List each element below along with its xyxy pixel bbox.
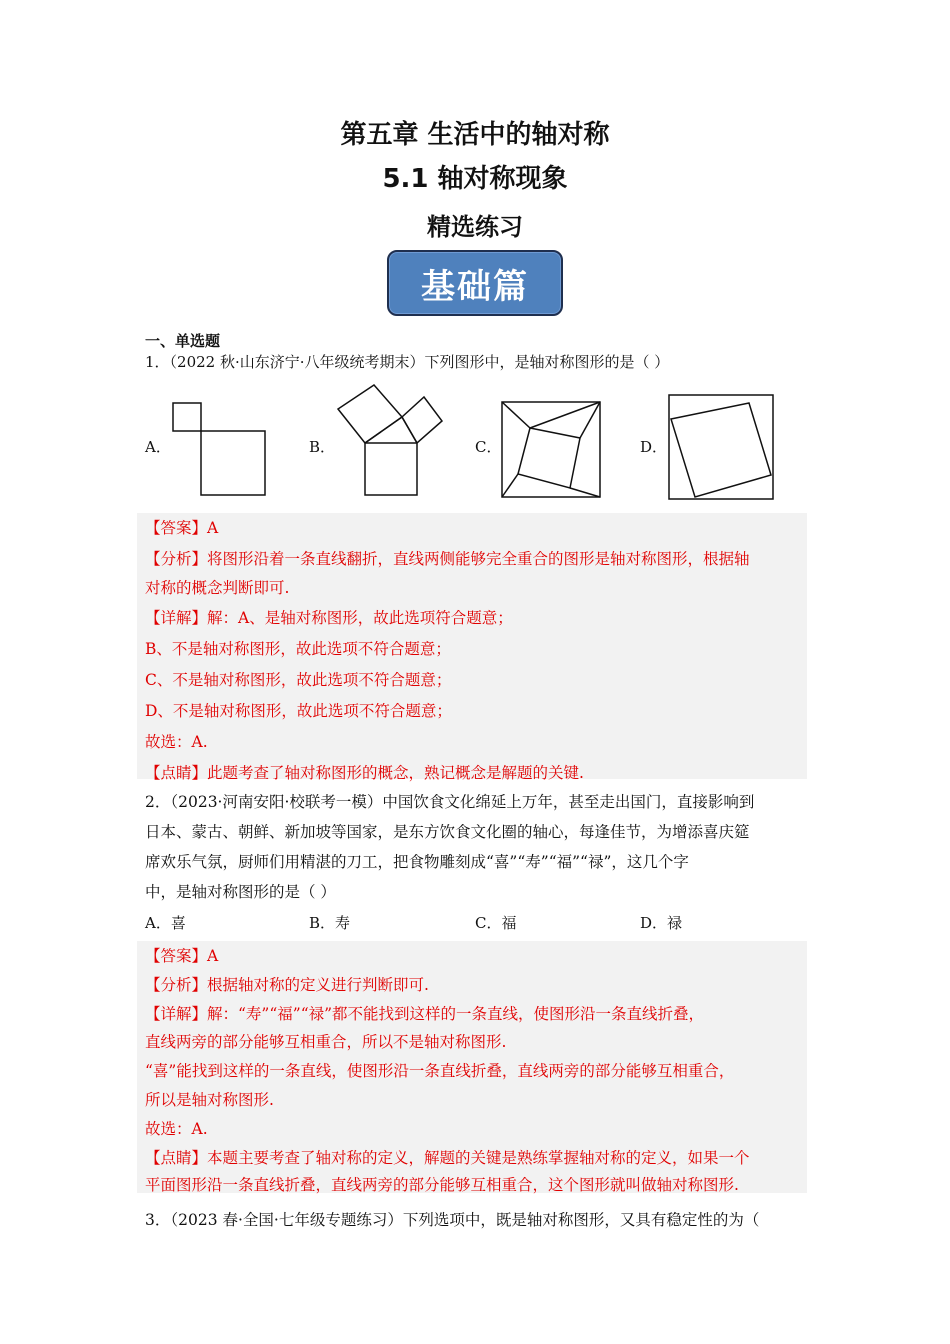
section-heading: 一、单选题 — [145, 332, 221, 350]
banner-label: 基础篇 — [421, 266, 529, 307]
question-3-stem: 3．（2023 春·全国·七年级专题练习）下列选项中，既是轴对称图形，又具有稳定性的为（ — [145, 1211, 760, 1229]
q2-answer-line: “喜”能找到这样的一条直线，使图形沿一条直线折叠，直线两旁的部分能够互相重合， — [145, 1062, 735, 1080]
q2-answer-line: 【点睛】本题主要考查了轴对称的定义，解题的关键是熟练掌握轴对称的定义，如果一个 — [145, 1149, 750, 1167]
q2-option-a: A．喜 — [145, 914, 186, 932]
q1-answer-line: D、不是轴对称图形，故此选项不符合题意； — [145, 702, 452, 720]
q2-answer-block — [137, 941, 807, 1193]
question-2-stem-line: 2．（2023·河南安阳·校联考一模）中国饮食文化绵延上万年，甚至走出国门，直接影响到 — [145, 793, 755, 811]
q1-option-d-label: D． — [640, 438, 668, 456]
q1-answer-line: B、不是轴对称图形，故此选项不符合题意； — [145, 640, 451, 658]
q1-figure-b — [335, 383, 445, 498]
q1-answer-line: C、不是轴对称图形，故此选项不符合题意； — [145, 671, 452, 689]
level-banner — [387, 250, 563, 316]
q1-answer-line: 故选：A. — [145, 733, 208, 751]
q2-answer-line: 故选：A. — [145, 1120, 208, 1138]
q2-option-d: D．禄 — [640, 914, 683, 932]
q2-answer-line: 平面图形沿一条直线折叠，直线两旁的部分能够互相重合，这个图形就叫做轴对称图形. — [145, 1176, 739, 1194]
question-1-stem: 1．（2022 秋·山东济宁·八年级统考期末）下列图形中，是轴对称图形的是（ ） — [145, 353, 670, 371]
section-title: 5.1 轴对称现象 — [382, 164, 568, 194]
q1-option-b-label: B． — [309, 438, 336, 456]
q1-answer-line: 【答案】A — [145, 519, 219, 537]
q2-answer-line: 【分析】根据轴对称的定义进行判断即可. — [145, 976, 429, 994]
q1-option-c-label: C． — [475, 438, 502, 456]
question-2-stem-line: 中，是轴对称图形的是（ ） — [145, 883, 336, 901]
q1-answer-line: 对称的概念判断即可. — [145, 579, 290, 597]
q2-answer-line: 【详解】解：“寿”“福”“禄”都不能找到这样的一条直线，使图形沿一条直线折叠， — [145, 1005, 705, 1023]
question-2-stem-line: 席欢乐气氛，厨师们用精湛的刀工，把食物雕刻成“喜”“寿”“福”“禄”，这几个字 — [145, 853, 689, 871]
subtitle: 精选练习 — [427, 213, 523, 241]
q1-option-a-label: A． — [145, 438, 171, 456]
q2-answer-line: 所以是轴对称图形. — [145, 1091, 274, 1109]
q2-option-b: B．寿 — [309, 914, 351, 932]
question-2-stem-line: 日本、蒙古、朝鲜、新加坡等国家，是东方饮食文化圈的轴心，每逢佳节，为增添喜庆筵 — [145, 823, 750, 841]
chapter-title: 第五章 生活中的轴对称 — [340, 120, 610, 150]
q1-answer-block — [137, 513, 807, 782]
q1-figure-d — [667, 393, 775, 501]
q1-figure-c — [500, 400, 604, 500]
q2-option-c: C．福 — [475, 914, 517, 932]
q2-answer-line: 【答案】A — [145, 947, 219, 965]
q1-answer-line: 【详解】解：A、是轴对称图形，故此选项符合题意； — [145, 609, 513, 627]
q2-answer-line: 直线两旁的部分能够互相重合，所以不是轴对称图形. — [145, 1033, 507, 1051]
q1-figure-a — [170, 400, 270, 500]
q1-answer-line: 【分析】将图形沿着一条直线翻折，直线两侧能够完全重合的图形是轴对称图形，根据轴 — [145, 550, 750, 568]
q1-answer-line: 【点睛】此题考查了轴对称图形的概念，熟记概念是解题的关键. — [145, 764, 584, 782]
